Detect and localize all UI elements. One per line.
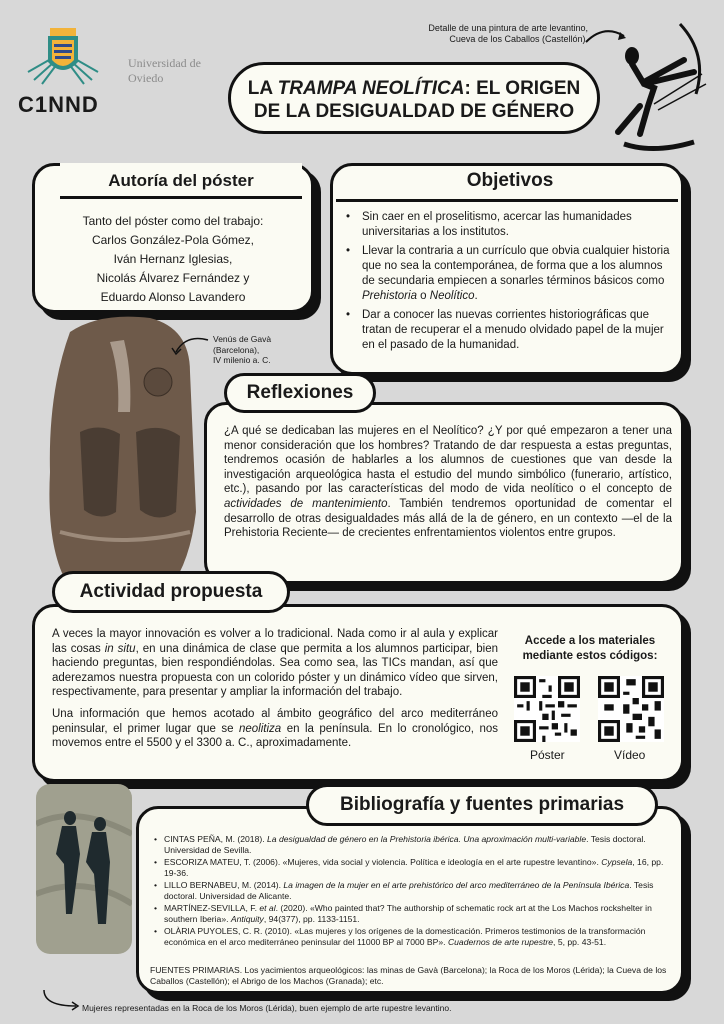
objectives-list [344, 210, 670, 357]
divider [336, 199, 678, 202]
pointer-arrow-icon [40, 990, 84, 1012]
list-item: • OLÀRIA PUYOLES, C. R. (2010). «Las mujeres y los orígenes de la domesticación. Primeros testimonios de la transformación económica en el arco mediterráneo peninsular del 11000 BP al 7000 BP». Cuadernos de arte rupestre, 5, pp. 43-51. [150, 926, 670, 948]
university-crest-logo [18, 22, 108, 95]
curved-arrow-icon [170, 334, 210, 356]
list-item: • Sin caer en el proselitismo, acercar las humanidades universitarias a los institutos. [344, 210, 670, 240]
org-short-name: C1NND [18, 92, 99, 117]
list-item: • MARTÍNEZ-SEVILLA, F. et al. (2020). «Who painted that? The authorship of schematic rock art at the Los Machos rockshelter in southern Iberia». Antiquity, 94(377), pp. 1133-1151. [150, 903, 670, 925]
rock-art-caption: Mujeres representadas en la Roca de los Moros (Lérida), buen ejemplo de arte rupestre levantino. [82, 1003, 452, 1013]
university-name: Universidad de Oviedo [128, 56, 201, 85]
primary-sources: FUENTES PRIMARIAS. Los yacimientos arqueológicos: las minas de Gavà (Barcelona); la Roca de los Moros (Lérida); la Cueva de los Caballos (Castellón); el Abrigo de los Machos (Granada); etc. [150, 965, 667, 986]
list-item: • Llevar la contraria a un currículo que obvia cualquier historia que no sea la contemporánea, de forma que a los alumnos de secundaria empiecen a sonarles términos básicos como Prehistoria o Neolítico. [344, 244, 670, 304]
poster-title: LA TRAMPA NEOLÍTICA: EL ORIGEN DE LA DESIGUALDAD DE GÉNERO [228, 62, 600, 134]
authors-list: Tanto del póster como del trabajo: Carlos González-Pola Gómez, Iván Hernanz Iglesias, Nicolás Álvarez Fernández y Eduardo Alonso Lavandero [82, 214, 264, 304]
reflections-heading: Reflexiones [224, 373, 376, 413]
qr-label-poster: Póster [530, 748, 565, 762]
qr-code-video[interactable] [598, 676, 664, 742]
painting-caption: Detalle de una pintura de arte levantino, Cueva de los Caballos (Castellón). [428, 23, 588, 44]
qr-label-video: Vídeo [614, 748, 646, 762]
list-item: • ESCORIZA MATEU, T. (2006). «Mujeres, vida social y violencia. Política e ideología en el arte rupestre levantino». Cypsela, 16, pp. 19-36. [150, 857, 670, 879]
activity-text: A veces la mayor innovación es volver a lo tradicional. Nada como ir al aula y explicar las cosas in situ, en una dinámica de clase que permita a los alumnos participar, bien haciendo preguntas, bien respondiéndolas. Sea como sea, las TICs mandan, así que aderezamos nuestra propuesta con un colorido póster y un dinámico vídeo que sirven, respectivamente, para presentar y ampliar la información del trabajo. Una información que hemos acotado al ámbito geográfico del arco mediterráneo peninsular, el primer lugar que se neolitiza en la península. En lo cronológico, nos movemos entre el 5500 y el 3300 a. C., aproximadamente. [52, 628, 499, 750]
bibliography-list [150, 834, 670, 949]
venus-caption: Venús de Gavà (Barcelona), IV milenio a. C. [213, 334, 272, 365]
list-item: • CINTAS PEÑA, M. (2018). La desigualdad de género en la Prehistoria ibérica. Una aproximación multi-variable. Tesis doctoral. Universidad de Sevilla. [150, 834, 670, 856]
list-item: • LILLO BERNABEU, M. (2014). La imagen de la mujer en el arte prehistórico del arco mediterráneo de la Península Ibérica. Tesis doctoral. Universidad de Alicante. [150, 880, 670, 902]
list-item: • Dar a conocer las nuevas corrientes historiográficas que tratan de recuperar el a menudo olvidado papel de la mujer en el pasado de la humanidad. [344, 308, 670, 353]
reflections-text: ¿A qué se dedicaban las mujeres en el Neolítico? ¿Y por qué empezaron a tener una menor consideración que los hombres? Tratando de dar respuesta a estas preguntas, tendremos ocasión de hablarles a los alumnos de cuestiones que van desde la investigación arqueológica hasta el estudio del mundo simbólico (funerario, artístico, etc.), pasando por las características del modo de vida neolítico o el concepto de actividades de mantenimiento. También tendremos oportunidad de comentar el desarrollo de otras desigualdades más allá de la de género, en un contexto —el de la Prehistoria Reciente— de crecientes enfrentamientos violentos entre grupos. [224, 425, 672, 540]
bibliography-heading: Bibliografía y fuentes primarias [306, 784, 658, 826]
qr-code-poster[interactable] [514, 676, 580, 742]
objectives-heading: Objetivos [466, 170, 554, 191]
levantine-archer-painting [584, 14, 714, 159]
activity-heading: Actividad propuesta [52, 571, 290, 613]
rock-art-photo [36, 784, 132, 954]
authors-heading: Autoría del póster [60, 163, 302, 199]
qr-heading: Accede a los materiales mediante estos códigos: [522, 635, 658, 662]
